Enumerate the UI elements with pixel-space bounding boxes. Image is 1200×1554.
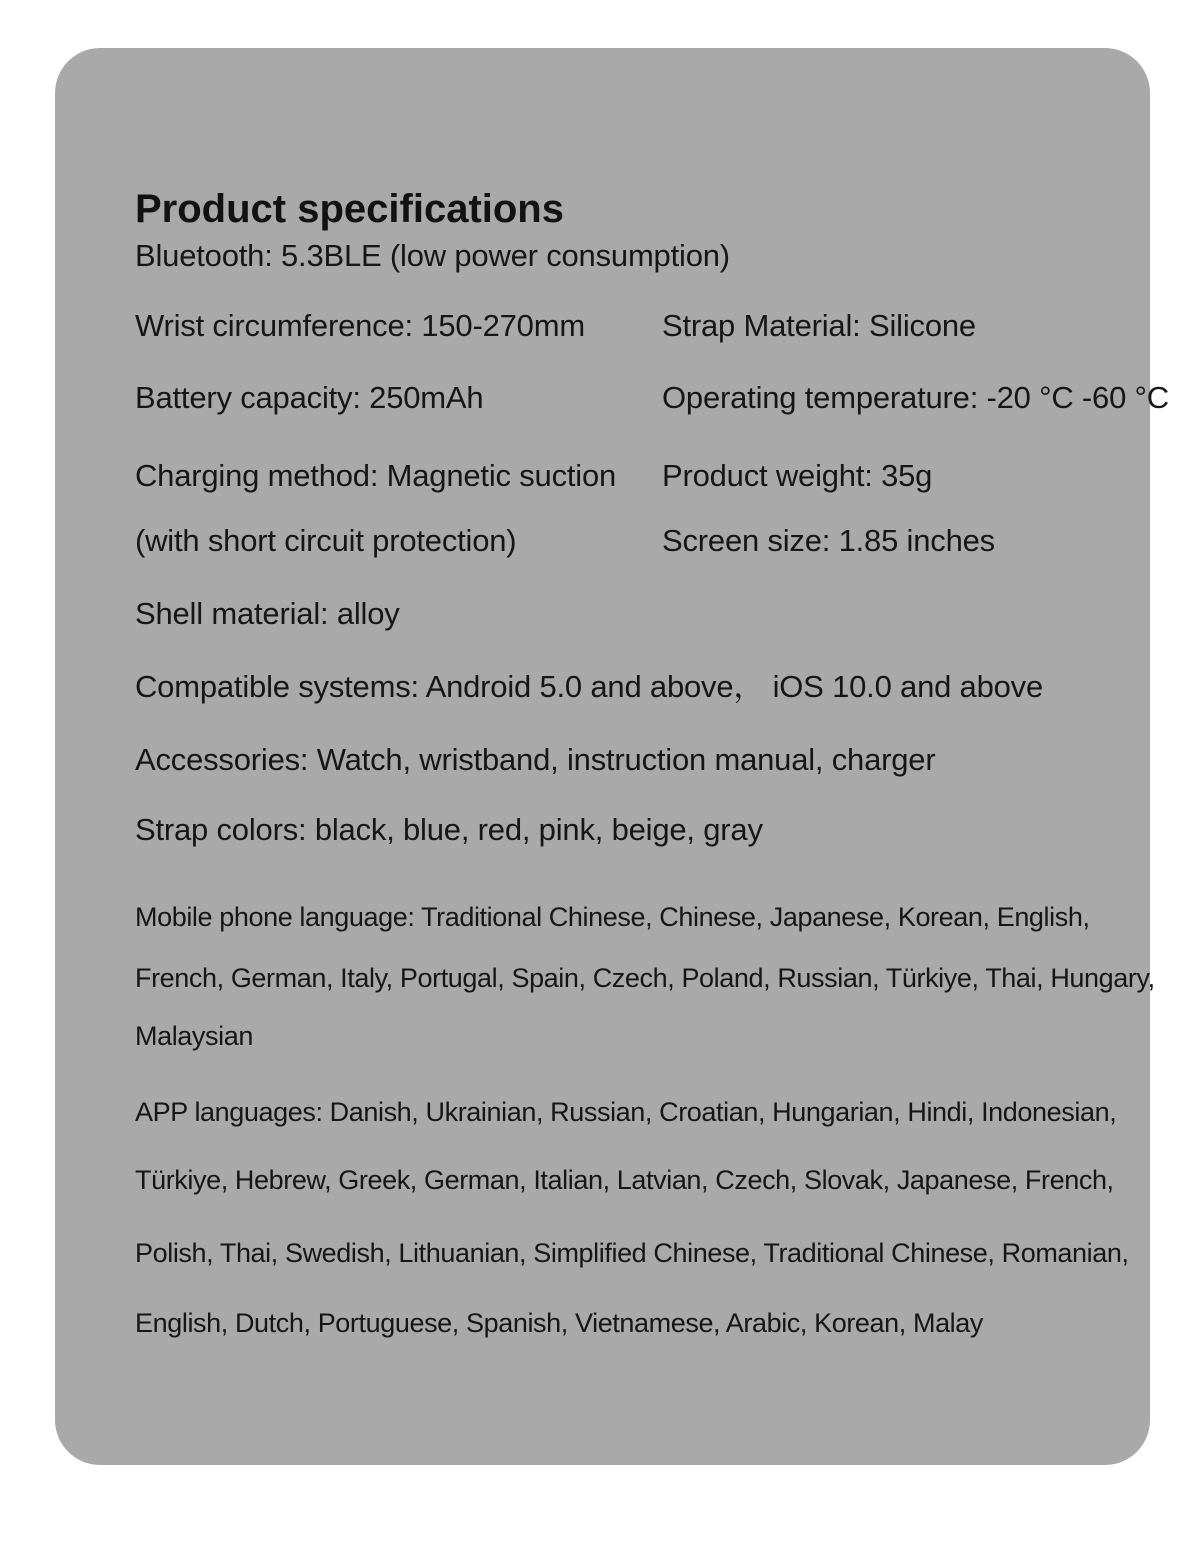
spec-strap-material: Strap Material: Silicone xyxy=(662,308,976,343)
spec-battery-capacity: Battery capacity: 250mAh xyxy=(135,380,484,415)
spec-shell-material: Shell material: alloy xyxy=(135,596,400,631)
app-language-line-1: APP languages: Danish, Ukrainian, Russian, Croatian, Hungarian, Hindi, Indonesian, xyxy=(135,1097,1117,1127)
page-title: Product specifications xyxy=(135,186,564,231)
phone-language-line-1: Mobile phone language: Traditional Chinese, Chinese, Japanese, Korean, English, xyxy=(135,902,1090,932)
spec-charging-method: Charging method: Magnetic suction xyxy=(135,458,617,493)
phone-language-line-3: Malaysian xyxy=(135,1021,253,1051)
spec-card xyxy=(55,48,1169,1465)
spec-screen-size: Screen size: 1.85 inches xyxy=(662,523,995,558)
spec-compatible-systems: Compatible systems: Android 5.0 and above， iOS 10.0 and above xyxy=(135,669,1044,704)
spec-product-weight: Product weight: 35g xyxy=(662,458,933,493)
spec-strap-colors: Strap colors: black, blue, red, pink, beige, gray xyxy=(135,812,763,847)
phone-language-line-2: French, German, Italy, Portugal, Spain, Czech, Poland, Russian, Türkiye, Thai, Hungary, xyxy=(135,963,1155,993)
spec-accessories: Accessories: Watch, wristband, instruction manual, charger xyxy=(135,742,936,777)
app-language-line-4: English, Dutch, Portuguese, Spanish, Vietnamese, Arabic, Korean, Malay xyxy=(135,1308,983,1338)
spec-bluetooth: Bluetooth: 5.3BLE (low power consumption) xyxy=(135,238,730,273)
app-language-line-3: Polish, Thai, Swedish, Lithuanian, Simplified Chinese, Traditional Chinese, Romanian, xyxy=(135,1238,1129,1268)
spec-charging-method-note: (with short circuit protection) xyxy=(135,523,517,558)
app-language-line-2: Türkiye, Hebrew, Greek, German, Italian, Latvian, Czech, Slovak, Japanese, French, xyxy=(135,1165,1114,1195)
spec-operating-temperature: Operating temperature: -20 °C -60 °C xyxy=(662,380,1169,415)
spec-wrist-circumference: Wrist circumference: 150-270mm xyxy=(135,308,585,343)
